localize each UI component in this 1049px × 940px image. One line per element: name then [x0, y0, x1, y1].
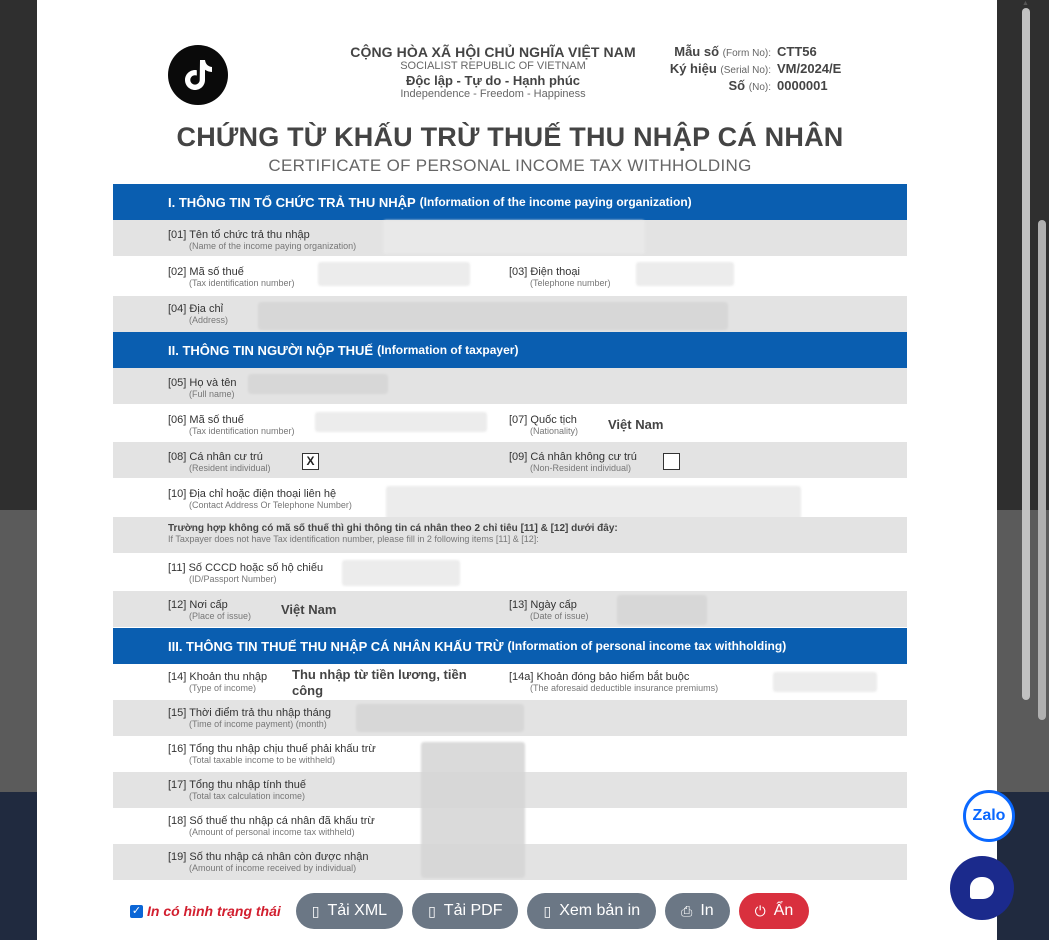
- field-05-vn: [05] Họ và tên: [168, 377, 237, 389]
- print-preview-button[interactable]: [527, 893, 656, 929]
- file-code-icon: ▯: [311, 902, 320, 919]
- field-14a-vn: [14a] Khoản đóng bảo hiểm bắt buộc: [509, 671, 690, 683]
- field-14-label: [168, 672, 267, 694]
- print-label: In: [700, 902, 714, 919]
- field-03-label: [509, 267, 611, 289]
- field-02-label: [168, 267, 295, 289]
- field-17-en: (Total tax calculation income): [189, 791, 306, 801]
- section-2-header: [113, 332, 907, 368]
- modal-scrollbar[interactable]: [1022, 8, 1030, 700]
- republic-heading: [338, 44, 648, 101]
- zalo-chat-button[interactable]: [963, 790, 1015, 842]
- form-no-label-en: (Form No):: [722, 48, 771, 59]
- amounts-redacted-values: [421, 742, 525, 878]
- national-motto: Độc lập - Tự do - Hạnh phúc: [405, 73, 581, 88]
- field-14-value: Thu nhập từ tiền lương, tiền công: [292, 667, 467, 698]
- national-motto-en: Independence - Freedom - Happiness: [400, 88, 586, 100]
- field-04-redacted-value: [258, 302, 728, 330]
- form-no-label: Mẫu số: [674, 44, 720, 59]
- field-14a-redacted-value: [773, 672, 877, 692]
- print-preview-label: Xem bản in: [559, 902, 641, 919]
- field-11-en: (ID/Passport Number): [189, 574, 277, 584]
- scroll-up-arrow-icon[interactable]: ▲: [1022, 0, 1029, 7]
- live-chat-button[interactable]: [950, 856, 1014, 920]
- page-scrollbar[interactable]: [1038, 220, 1046, 720]
- field-08-label: [168, 452, 271, 474]
- form-metadata: [643, 44, 843, 95]
- field-16-vn: [16] Tổng thu nhập chịu thuế phải khấu trừ: [168, 743, 376, 755]
- field-15-redacted-value: [356, 704, 524, 732]
- file-pdf-icon: ▯: [428, 902, 436, 919]
- field-06-vn: [06] Mã số thuế: [168, 414, 244, 426]
- field-07-value: Việt Nam: [608, 417, 664, 432]
- field-18-label: [168, 816, 375, 838]
- field-11-label: [168, 563, 323, 585]
- note-vn: Trường hợp không có mã số thuế thì ghi thông tin cá nhân theo 2 chỉ tiêu [11] & [12] dưới đây:: [168, 523, 618, 534]
- field-10-vn: [10] Địa chỉ hoặc điện thoại liên hệ: [168, 488, 337, 500]
- field-15-en: (Time of income payment) (month): [189, 719, 327, 729]
- field-12-vn: [12] Nơi cấp: [168, 599, 228, 611]
- field-01-en: (Name of the income paying organization): [189, 241, 357, 251]
- checkbox-checked-icon[interactable]: ✓: [131, 904, 142, 917]
- section-2-title: II. THÔNG TIN NGƯỜI NỘP THUẾ: [168, 342, 374, 358]
- republic-name: CỘNG HÒA XÃ HỘI CHỦ NGHĨA VIỆT NAM: [350, 44, 636, 60]
- field-09-label: [509, 452, 637, 474]
- form-no-value: CTT56: [777, 44, 817, 59]
- section-1-header: [113, 184, 907, 220]
- resident-checkbox[interactable]: X: [302, 453, 319, 470]
- download-pdf-button[interactable]: [412, 893, 518, 929]
- print-status-toggle[interactable]: [130, 903, 281, 919]
- field-03-redacted-value: [636, 262, 734, 286]
- field-14-vn: [14] Khoản thu nhập: [168, 671, 268, 683]
- field-17-label: [168, 780, 306, 802]
- field-16-label: [168, 744, 376, 766]
- field-10-en: (Contact Address Or Telephone Number): [189, 500, 352, 510]
- field-10-redacted-value: [386, 486, 801, 520]
- field-17-vn: [17] Tổng thu nhập tính thuế: [168, 779, 307, 791]
- field-12-en: (Place of issue): [189, 611, 252, 621]
- serial-value: VM/2024/E: [777, 61, 842, 76]
- field-13-redacted-value: [617, 595, 707, 625]
- field-04-en: (Address): [189, 315, 229, 325]
- printer-icon: ⎙: [681, 902, 693, 919]
- field-03-en: (Telephone number): [530, 278, 611, 288]
- number-value: 0000001: [777, 78, 828, 93]
- field-19-en: (Amount of income received by individual): [189, 863, 357, 873]
- field-16-en: (Total taxable income to be withheld): [189, 755, 336, 765]
- field-03-vn: [03] Điện thoại: [509, 266, 580, 278]
- section-3-header: [113, 628, 907, 664]
- serial-label-en: (Serial No):: [720, 65, 771, 76]
- field-04-label: [168, 304, 228, 326]
- field-13-en: (Date of issue): [530, 611, 589, 621]
- field-05-en: (Full name): [189, 389, 235, 399]
- field-08-en: (Resident individual): [189, 463, 271, 473]
- note-en: If Taxpayer does not have Tax identification number, please fill in 2 following items [11] & [12]:: [168, 534, 539, 544]
- download-pdf-label: Tải PDF: [443, 902, 503, 919]
- number-label-en: (No):: [748, 82, 771, 93]
- field-05-redacted-value: [248, 374, 388, 394]
- section-2-title-en: (Information of taxpayer): [377, 343, 519, 357]
- field-02-redacted-value: [318, 262, 470, 286]
- chat-bubble-icon: [970, 877, 994, 899]
- field-02-vn: [02] Mã số thuế: [168, 266, 244, 278]
- field-19-label: [168, 852, 369, 874]
- field-11-redacted-value: [342, 560, 460, 586]
- field-14-en: (Type of income): [189, 683, 257, 693]
- field-11-vn: [11] Số CCCD hoặc số hộ chiếu: [168, 562, 324, 574]
- field-04-vn: [04] Địa chỉ: [168, 303, 224, 315]
- field-06-label: [168, 415, 295, 437]
- field-07-label: [509, 415, 578, 437]
- hide-button[interactable]: [739, 893, 810, 929]
- power-icon: ⏻: [754, 902, 766, 919]
- field-12-value: Việt Nam: [281, 602, 337, 617]
- field-01-label: [168, 230, 356, 252]
- section-3-title-en: (Information of personal income tax withholding): [507, 639, 787, 653]
- field-09-en: (Non-Resident individual): [530, 463, 632, 473]
- field-07-en: (Nationality): [530, 426, 579, 436]
- section-3-title: III. THÔNG TIN THUẾ THU NHẬP CÁ NHÂN KHẤU TRỪ: [168, 638, 504, 654]
- tiktok-logo-icon: [168, 45, 228, 105]
- download-xml-label: Tải XML: [327, 902, 388, 919]
- print-button[interactable]: [665, 893, 730, 929]
- field-07-vn: [07] Quốc tịch: [509, 414, 577, 426]
- non-resident-checkbox[interactable]: [663, 453, 680, 470]
- action-bar: [130, 892, 809, 930]
- field-08-vn: [08] Cá nhân cư trú: [168, 451, 263, 463]
- page-title: CHỨNG TỪ KHẤU TRỪ THUẾ THU NHẬP CÁ NHÂN: [176, 122, 844, 152]
- section-1-title: I. THÔNG TIN TỔ CHỨC TRẢ THU NHẬP: [168, 194, 416, 210]
- field-19-vn: [19] Số thu nhập cá nhân còn được nhận: [168, 851, 369, 863]
- field-18-en: (Amount of personal income tax withheld): [189, 827, 355, 837]
- field-18-vn: [18] Số thuế thu nhập cá nhân đã khấu trừ: [168, 815, 375, 827]
- republic-name-en: SOCIALIST REPUBLIC OF VIETNAM: [400, 60, 586, 72]
- file-pdf-icon: ▯: [543, 902, 552, 919]
- field-13-vn: [13] Ngày cấp: [509, 599, 577, 611]
- field-05-label: [168, 378, 237, 400]
- field-15-vn: [15] Thời điểm trả thu nhập tháng: [168, 707, 331, 719]
- number-label: Số: [728, 78, 746, 93]
- field-15-label: [168, 708, 331, 730]
- zalo-label: Zalo: [972, 807, 1006, 824]
- hide-label: Ẩn: [773, 902, 794, 919]
- field-01-vn: [01] Tên tổ chức trả thu nhập: [168, 229, 310, 241]
- field-10-label: [168, 489, 352, 511]
- field-06-redacted-value: [315, 412, 487, 432]
- certificate-modal: [37, 0, 1029, 940]
- field-02-en: (Tax identification number): [189, 278, 295, 288]
- field-01-redacted-value: [383, 220, 645, 254]
- field-09-vn: [09] Cá nhân không cư trú: [509, 451, 637, 463]
- section-1-title-en: (Information of the income paying organization): [419, 195, 692, 209]
- field-12-label: [168, 600, 251, 622]
- field-13-label: [509, 600, 589, 622]
- no-tax-id-note: [168, 523, 618, 545]
- field-06-en: (Tax identification number): [189, 426, 295, 436]
- print-status-label: In có hình trạng thái: [147, 903, 281, 919]
- field-14a-en: (The aforesaid deductible insurance premiums): [530, 683, 719, 693]
- page-subtitle: CERTIFICATE OF PERSONAL INCOME TAX WITHHOLDING: [268, 156, 752, 175]
- serial-label: Ký hiệu: [669, 61, 717, 76]
- download-xml-button[interactable]: [296, 893, 403, 929]
- field-14a-label: [509, 672, 718, 694]
